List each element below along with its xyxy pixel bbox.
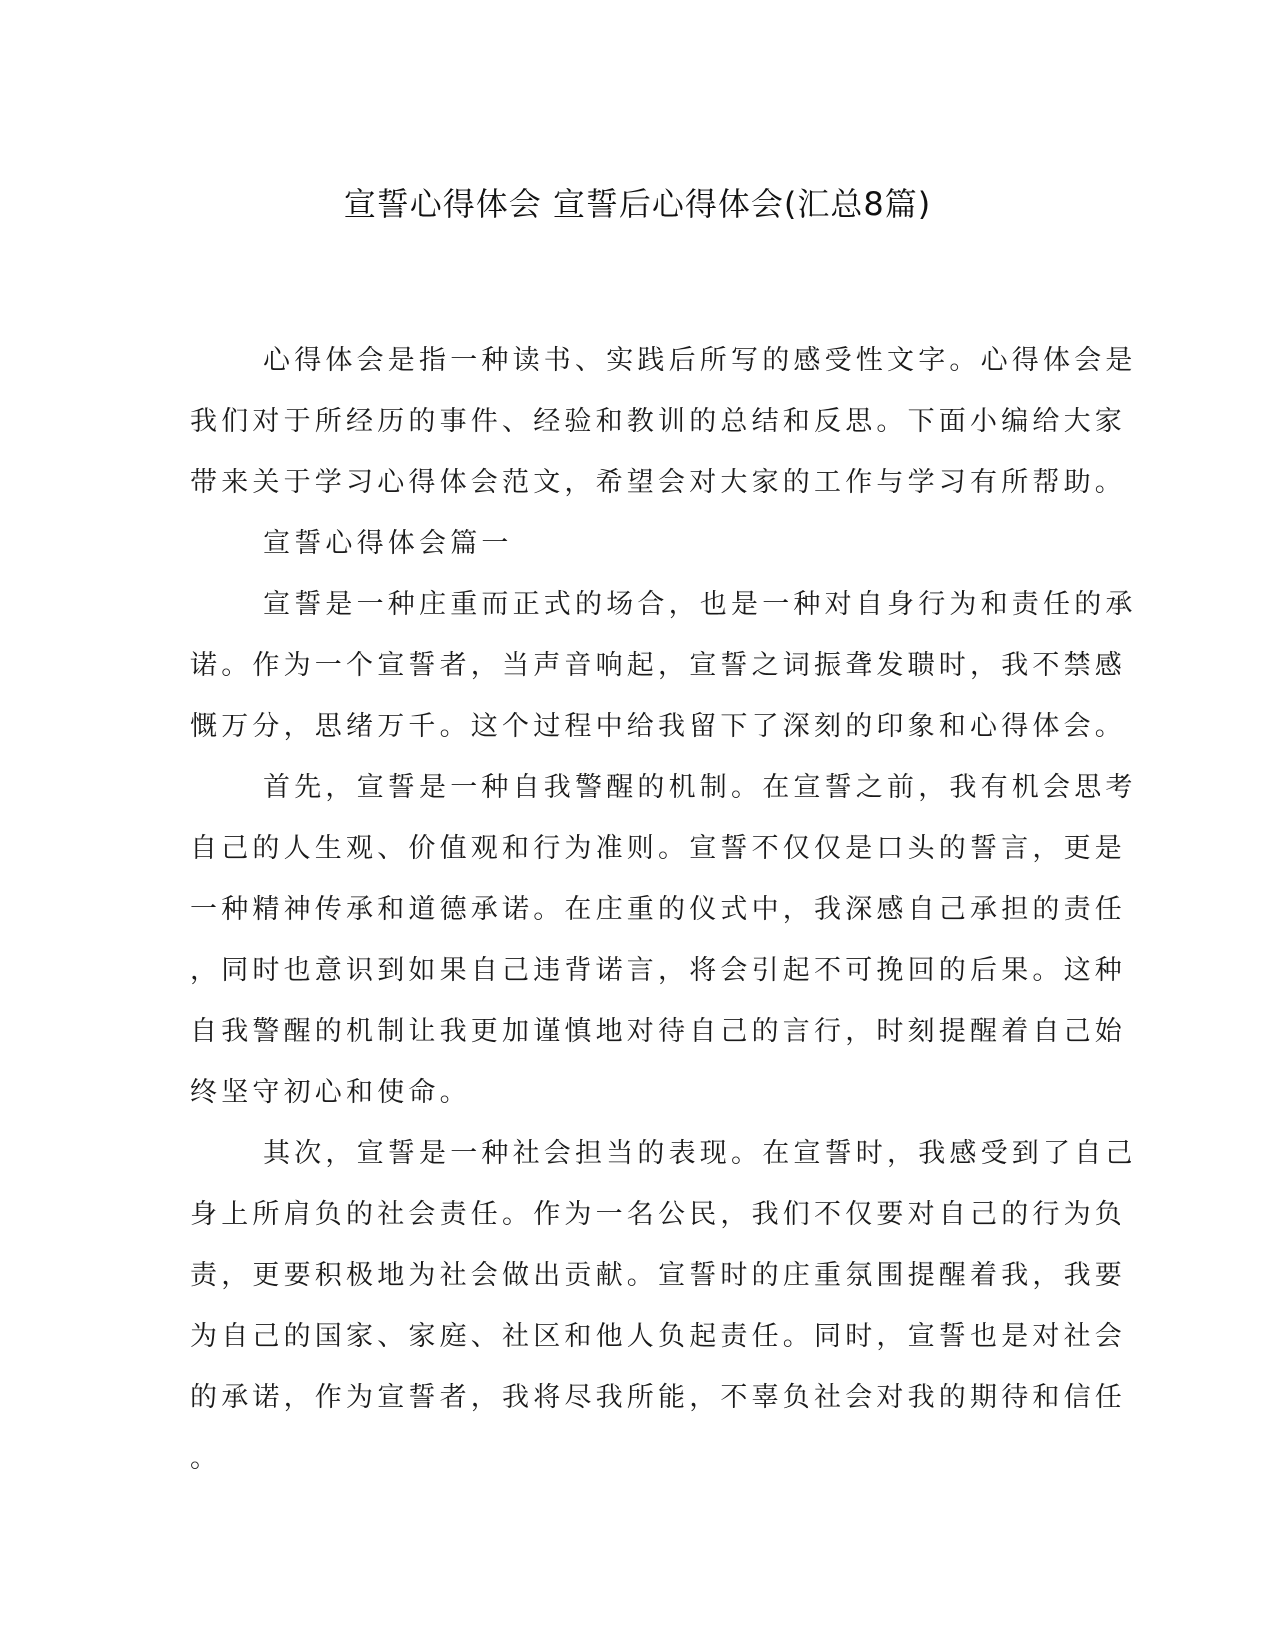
- text-line: 身上所肩负的社会责任。作为一名公民，我们不仅要对自己的行为负: [190, 1199, 1126, 1230]
- text-line: 的承诺，作为宣誓者，我将尽我所能，不辜负社会对我的期待和信任: [190, 1382, 1126, 1413]
- section-heading: 宣誓心得体会篇一: [263, 528, 513, 559]
- text-line: 带来关于学习心得体会范文，希望会对大家的工作与学习有所帮助。: [190, 467, 1126, 498]
- text-line: 终坚守初心和使命。: [190, 1077, 471, 1108]
- document-body: [190, 330, 1137, 1489]
- text-line: 责，更要积极地为社会做出贡献。宣誓时的庄重氛围提醒着我，我要: [190, 1260, 1126, 1291]
- text-line: 诺。作为一个宣誓者，当声音响起，宣誓之词振聋发聩时，我不禁感: [190, 650, 1126, 681]
- text-line: 为自己的国家、家庭、社区和他人负起责任。同时，宣誓也是对社会: [190, 1321, 1126, 1352]
- text-line: 自我警醒的机制让我更加谨慎地对待自己的言行，时刻提醒着自己始: [190, 1016, 1126, 1047]
- text-line: 一种精神传承和道德承诺。在庄重的仪式中，我深感自己承担的责任: [190, 894, 1126, 925]
- text-line: 慨万分，思绪万千。这个过程中给我留下了深刻的印象和心得体会。: [190, 711, 1126, 742]
- text-line: 其次，宣誓是一种社会担当的表现。在宣誓时，我感受到了自己: [263, 1138, 1137, 1169]
- text-line: 。: [190, 1443, 222, 1474]
- text-line: 心得体会是指一种读书、实践后所写的感受性文字。心得体会是: [263, 345, 1137, 376]
- text-line: 首先，宣誓是一种自我警醒的机制。在宣誓之前，我有机会思考: [263, 772, 1137, 803]
- text-line: 宣誓是一种庄重而正式的场合，也是一种对自身行为和责任的承: [263, 589, 1137, 620]
- text-line: 我们对于所经历的事件、经验和教训的总结和反思。下面小编给大家: [190, 406, 1126, 437]
- text-line: ，同时也意识到如果自己违背诺言，将会引起不可挽回的后果。这种: [190, 955, 1126, 986]
- text-line: 自己的人生观、价值观和行为准则。宣誓不仅仅是口头的誓言，更是: [190, 833, 1126, 864]
- document-title: 宣誓心得体会 宣誓后心得体会(汇总8篇): [343, 185, 932, 223]
